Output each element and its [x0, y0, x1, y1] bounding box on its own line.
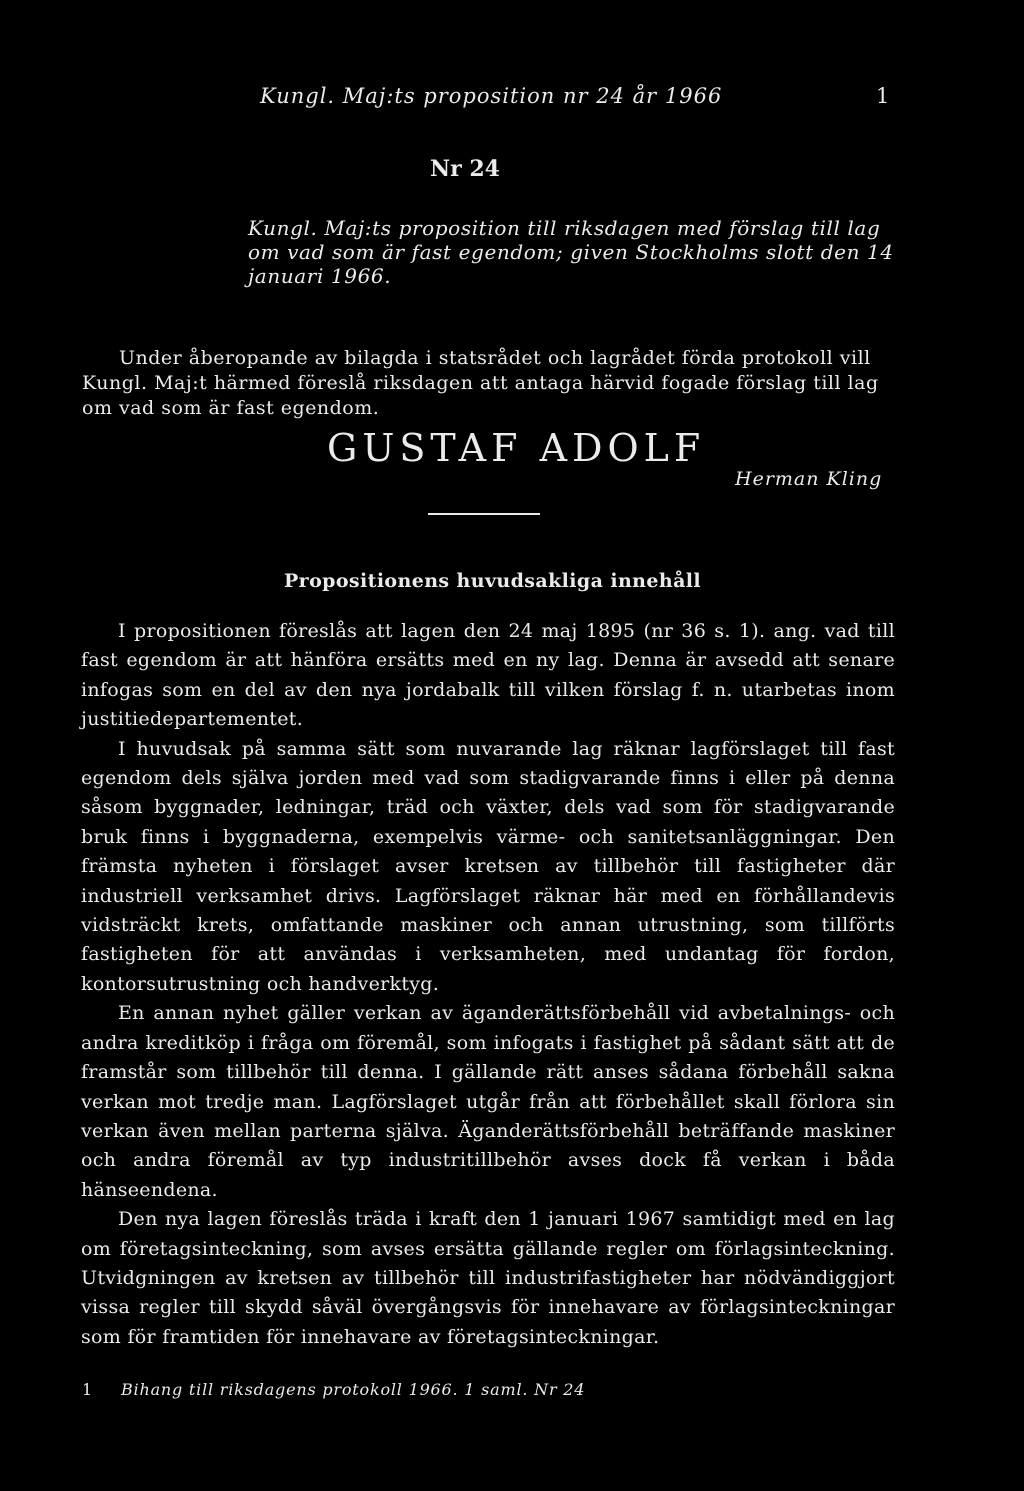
summary-body [81, 617, 895, 1352]
footnote-text: Bihang till riksdagens protokoll 1966. 1 saml. Nr 24 [120, 1380, 586, 1399]
proposition-title: Kungl. Maj:ts proposition till riksdagen med förslag till lag om vad som är fast egendom; given Stockholms slott den 14 januari 1966. [248, 216, 894, 288]
minister-signature: Herman Kling [735, 468, 883, 490]
footnote-number: 1 [82, 1380, 93, 1399]
intro-paragraph: Under åberopande av bilagda i statsrådet och lagrådet förda protokoll vill Kungl. Maj:t härmed föreslå riksdagen att antaga härvid fogade förslag till lag om vad som är fast egendom. [82, 347, 879, 419]
summary-paragraph: Den nya lagen föreslås träda i kraft den 1 januari 1967 samtidigt med en lag om företagsinteckning, som avses ersätta gällande regler om förlagsinteckning. Utvidgningen av kretsen av tillbehör till industrifastigheter har nödvändiggjort vissa regler till skydd såväl övergångsvis för innehavare av förlagsinteckningar som för framtiden för innehavare av företagsinteckningar. [81, 1208, 895, 1348]
proposition-number: Nr 24 [430, 156, 500, 182]
page-number: 1 [876, 84, 890, 108]
summary-heading: Propositionens huvudsakliga innehåll [284, 570, 702, 592]
king-signature: GUSTAF ADOLF [327, 426, 706, 470]
section-divider [428, 513, 540, 515]
summary-paragraph: I propositionen föreslås att lagen den 24 maj 1895 (nr 36 s. 1). ang. vad till fast egendom är att hänföra ersätts med en ny lag. Denna är avsedd att senare infogas som en del av den nya jordabalk till vilken förslag f. n. utarbetas inom justitiedepartementet. [81, 620, 895, 731]
footnote [82, 1380, 585, 1399]
running-header: Kungl. Maj:ts proposition nr 24 år 1966 [260, 84, 723, 108]
summary-paragraph: En annan nyhet gäller verkan av äganderättsförbehåll vid avbetalnings- och andra kreditköp i fråga om föremål, som infogats i fastighet på sådant sätt att de framstår som tillbehör till denna. I gällande rätt anses sådana förbehåll sakna verkan mot tredje man. Lagförslaget utgår från att förbehållet skall förlora sin verkan även mellan parterna själva. Äganderättsförbehåll beträffande maskiner och andra föremål av typ industritillbehör avses dock få verkan i båda hänseendena. [81, 1002, 895, 1201]
summary-paragraph: I huvudsak på samma sätt som nuvarande lag räknar lagförslaget till fast egendom dels själva jorden med vad som stadigvarande finns i eller på denna såsom byggnader, ledningar, träd och växter, dels vad som för stadigvarande bruk finns i byggnaderna, exempelvis värme- och sanitetsanläggningar. Den främsta nyheten i förslaget avser kretsen av tillbehör till fastigheter där industriell verksamhet drivs. Lagförslaget räknar här med en förhållandevis vidsträckt krets, omfattande maskiner och annan utrustning, som tillförts fastigheten för att användas i verksamheten, med undantag för fordon, kontorsutrustning och handverktyg. [81, 737, 895, 995]
